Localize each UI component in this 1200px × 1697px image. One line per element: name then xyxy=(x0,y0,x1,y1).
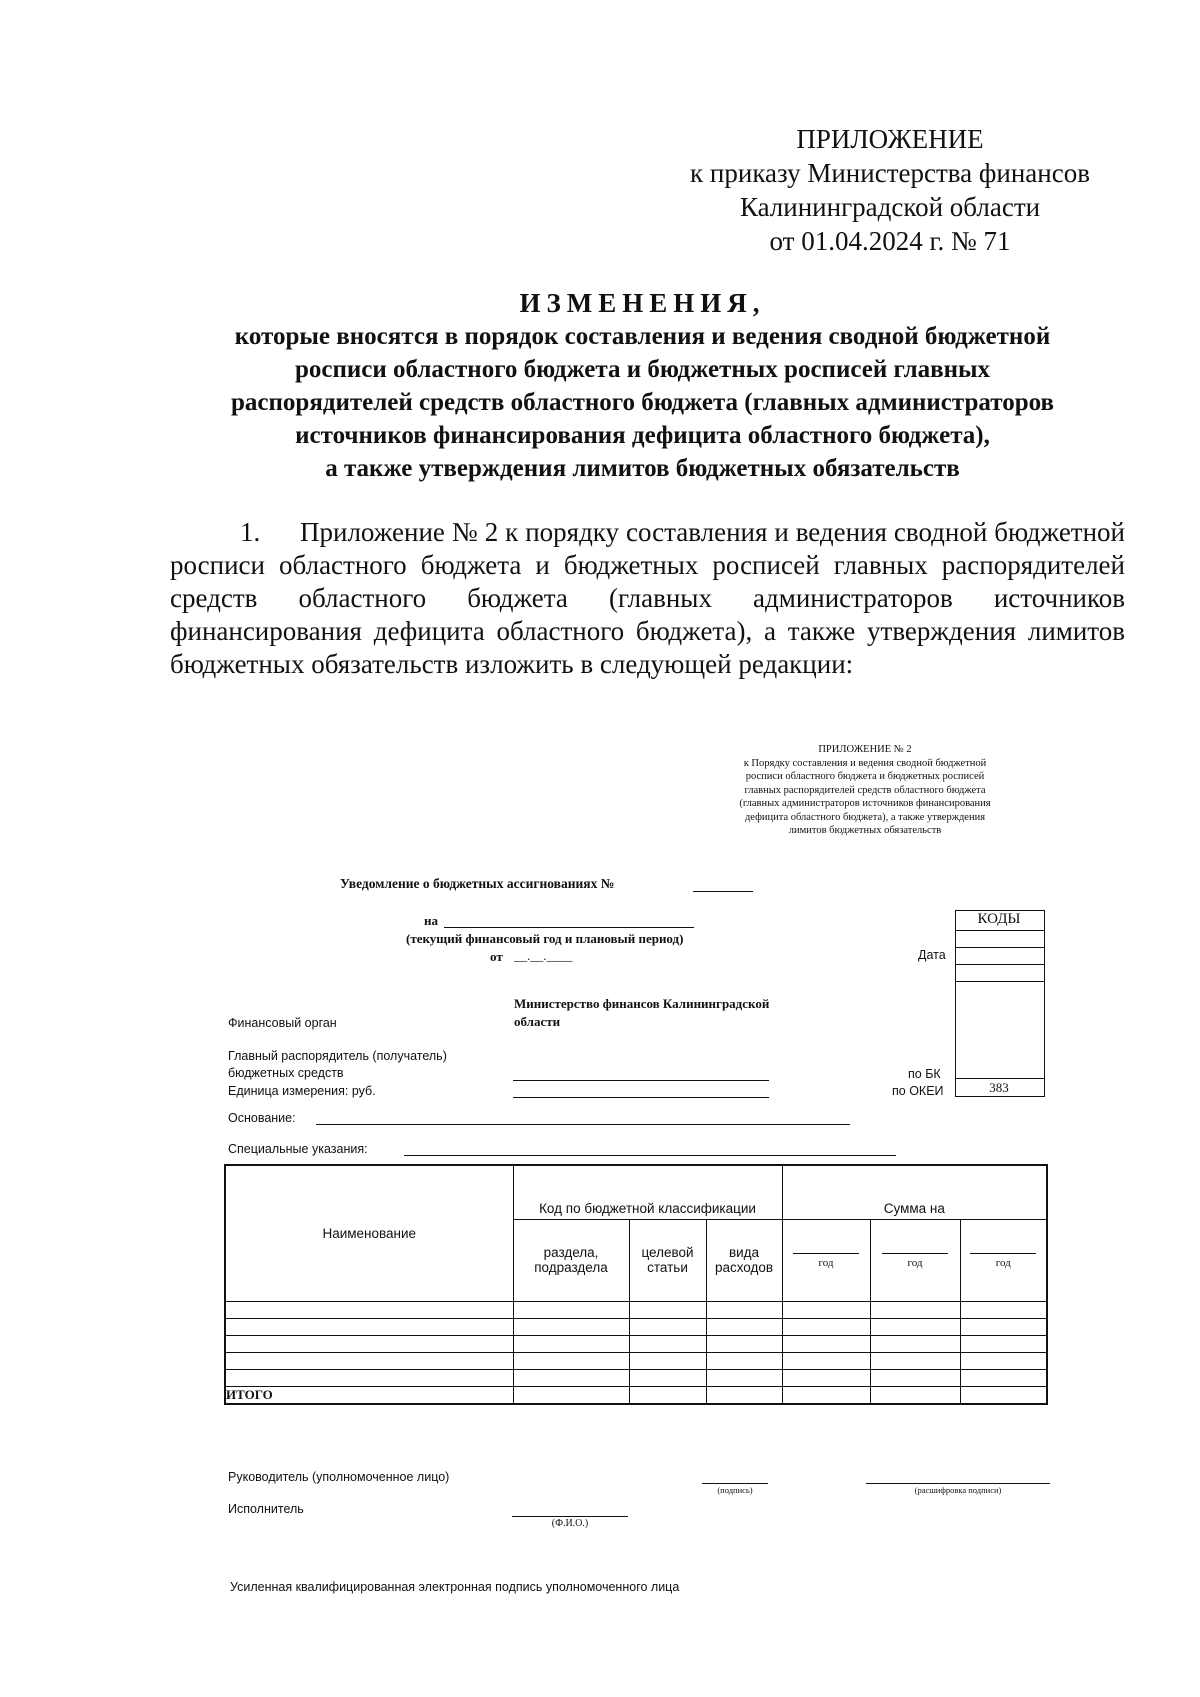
ot-date-placeholder: __.__.____ xyxy=(514,948,573,963)
date-label: Дата xyxy=(918,948,946,962)
special-label: Специальные указания: xyxy=(228,1142,368,1156)
appendix-title: ПРИЛОЖЕНИЕ xyxy=(796,124,984,154)
total-label xyxy=(225,1386,513,1404)
special-line xyxy=(404,1155,896,1156)
col-code-group-text: Код по бюджетной классификации xyxy=(539,1200,756,1216)
total-label-text: ИТОГО xyxy=(226,1386,273,1402)
form-appendix-line: росписи областного бюджета и бюджетных росписей xyxy=(745,771,985,782)
main-manager-label xyxy=(228,1048,447,1082)
table-row xyxy=(225,1318,1047,1335)
basis-line xyxy=(316,1124,850,1125)
col-year-1-header xyxy=(782,1219,870,1301)
form-appendix-line: главных распорядителей средств областного бюджета xyxy=(744,784,986,796)
year-label: год xyxy=(907,1257,923,1269)
col-target-header xyxy=(629,1219,706,1301)
col-target-text: целевой xyxy=(641,1245,694,1260)
signature-line xyxy=(702,1483,768,1484)
paragraph-text: Приложение № 2 к порядку составления и ведения сводной бюджетной росписи областного бюджета и бюджетных росписей главных распорядителей средств областного бюджета (главных администраторов источников финансирования дефицита областного бюджета), а также утверждения лимитов бюджетных обязательств изложить в следующей редакции: xyxy=(170,517,1125,679)
fin-organ-value-line: области xyxy=(514,1014,561,1029)
title-line: источников финансирования дефицита областного бюджета), xyxy=(295,422,990,449)
title-line: а также утверждения лимитов бюджетных обязательств xyxy=(325,455,960,482)
form-appendix-line: (главных администраторов источников финансирования xyxy=(739,798,991,809)
esign-text: Усиленная квалифицированная электронная подпись уполномоченного лица xyxy=(230,1580,680,1594)
notice-title xyxy=(340,876,614,892)
form-appendix-line: к Порядку составления и ведения сводной бюджетной xyxy=(743,757,987,769)
paragraph-number: 1. xyxy=(240,517,261,547)
col-name-text: Наименование xyxy=(322,1225,417,1241)
budget-table xyxy=(224,1164,1048,1405)
main-manager-line xyxy=(513,1080,769,1081)
appendix-order-ref: к приказу Министерства финансов xyxy=(690,158,1090,188)
col-year-2-header xyxy=(870,1219,960,1301)
decode-line xyxy=(866,1483,1050,1484)
fin-organ-label: Финансовый орган xyxy=(228,1016,337,1030)
na-label: на xyxy=(424,913,438,928)
fin-organ-value-line: Министерство финансов Калининградской xyxy=(514,996,770,1011)
unit-line xyxy=(513,1097,769,1098)
col-section-text: подраздела xyxy=(534,1260,608,1275)
total-row xyxy=(225,1386,1047,1404)
table-row xyxy=(225,1301,1047,1318)
period-label: (текущий финансовый год и плановый период) xyxy=(406,931,684,946)
col-target-text: статьи xyxy=(647,1260,688,1275)
main-manager-label-line: Главный распорядитель (получатель) xyxy=(228,1049,447,1063)
signature-caption: (подпись) xyxy=(717,1485,753,1495)
head-label: Руководитель (уполномоченное лицо) xyxy=(228,1470,450,1484)
po-bk-label: по БК xyxy=(908,1067,941,1081)
po-okei-label: по ОКЕИ xyxy=(892,1084,944,1098)
form-appendix xyxy=(690,743,1040,838)
notice-title-text: Уведомление о бюджетных ассигнованиях № xyxy=(340,876,615,891)
title-line: распорядителей средств областного бюджета (главных администраторов xyxy=(231,389,1054,416)
codes-divider xyxy=(956,981,1044,982)
year-label: год xyxy=(818,1257,834,1269)
codes-divider xyxy=(956,930,1044,931)
document-title xyxy=(160,287,1125,485)
col-type-header xyxy=(706,1219,782,1301)
notice-number-line xyxy=(693,891,753,892)
form-appendix-title: ПРИЛОЖЕНИЕ № 2 xyxy=(818,744,912,755)
col-section-text: раздела, xyxy=(543,1245,599,1260)
table-row xyxy=(225,1369,1047,1386)
codes-divider xyxy=(956,964,1044,965)
col-code-group-header xyxy=(513,1165,782,1219)
fio-line xyxy=(512,1516,628,1517)
form-appendix-line: лимитов бюджетных обязательств xyxy=(788,825,942,836)
codes-divider xyxy=(956,947,1044,948)
decode-caption: (расшифровка подписи) xyxy=(914,1485,1002,1495)
col-sum-group-header xyxy=(782,1165,1047,1219)
col-type-text: расходов xyxy=(714,1260,774,1275)
col-name-header xyxy=(225,1165,513,1301)
form-appendix-line: дефицита областного бюджета), а также утверждения xyxy=(744,811,986,823)
appendix-header xyxy=(640,122,1140,258)
col-section-header xyxy=(513,1219,629,1301)
main-manager-label-line: бюджетных средств xyxy=(228,1066,344,1080)
unit-label: Единица измерения: руб. xyxy=(228,1084,376,1098)
appendix-date-number: от 01.04.2024 г. № 71 xyxy=(769,226,1011,256)
fin-organ-value xyxy=(514,995,769,1031)
okei-code: 383 xyxy=(989,1080,1009,1095)
table-row xyxy=(225,1352,1047,1369)
title-line: росписи областного бюджета и бюджетных росписей главных xyxy=(294,356,991,383)
title-heading: ИЗМЕНЕНИЯ, xyxy=(519,288,766,318)
codes-box xyxy=(955,910,1045,1097)
executor-label: Исполнитель xyxy=(228,1502,304,1516)
ot-label: от xyxy=(490,949,503,964)
codes-divider xyxy=(956,1078,1044,1079)
body-paragraph xyxy=(170,516,1125,681)
col-sum-group-text: Сумма на xyxy=(883,1200,945,1216)
fio-caption: (Ф.И.О.) xyxy=(551,1518,589,1529)
basis-label: Основание: xyxy=(228,1111,296,1125)
table-row xyxy=(225,1335,1047,1352)
appendix-region: Калининградской области xyxy=(739,192,1041,222)
period-line xyxy=(444,927,694,928)
year-label: год xyxy=(995,1257,1011,1269)
title-line: которые вносятся в порядок составления и ведения сводной бюджетной xyxy=(234,323,1051,350)
col-year-3-header xyxy=(960,1219,1047,1301)
col-type-text: вида xyxy=(728,1245,760,1260)
codes-label: КОДЫ xyxy=(977,911,1021,927)
